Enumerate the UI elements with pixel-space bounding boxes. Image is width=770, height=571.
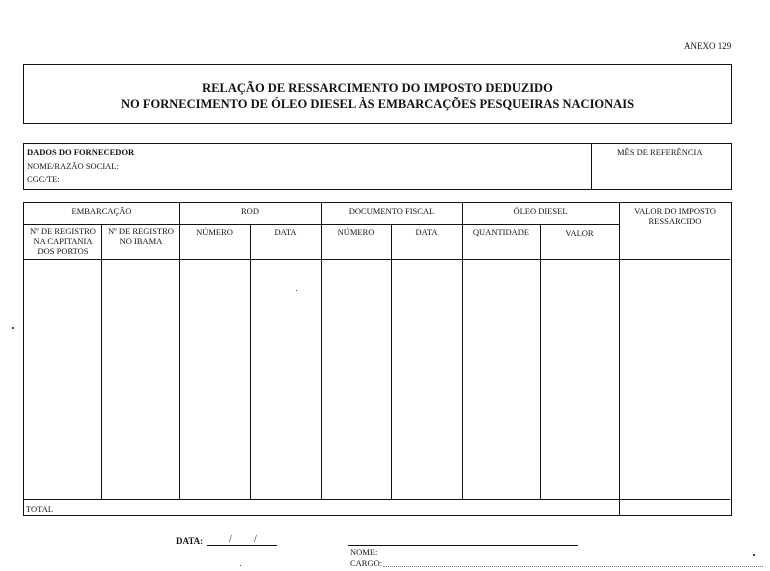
supplier-section	[23, 143, 732, 190]
subheader-registro-ibama: Nº DE REGISTRO NO IBAMA	[108, 226, 174, 246]
header-documento-fiscal: DOCUMENTO FISCAL	[348, 206, 435, 216]
date-separator: /	[254, 534, 257, 545]
subheader-rod-data: DATA	[274, 227, 297, 237]
supplier-name-field[interactable]: NOME/RAZÃO SOCIAL:	[27, 161, 119, 171]
subheader-valor: VALOR	[565, 228, 594, 238]
date-separator: /	[229, 534, 232, 545]
scan-speck	[753, 554, 755, 556]
header-bottom-rule	[24, 259, 730, 260]
subheader-doc-numero: NÚMERO	[337, 227, 375, 237]
header-oleo-diesel: ÓLEO DIESEL	[513, 206, 568, 216]
role-field[interactable]	[383, 566, 763, 567]
header-valor-imposto: VALOR DO IMPOSTO RESSARCIDO	[634, 206, 716, 226]
subheader-rod-numero: NÚMERO	[196, 227, 233, 237]
total-label: TOTAL	[26, 504, 54, 514]
supplier-cgc-field[interactable]: CGC/TE:	[27, 174, 60, 184]
scan-speck	[296, 290, 297, 291]
supplier-divider	[591, 144, 592, 189]
divider-quantidade-valor	[540, 224, 541, 499]
header-rod: ROD	[241, 206, 259, 216]
reimbursement-table	[23, 202, 732, 516]
date-field[interactable]	[207, 545, 277, 546]
scan-speck	[240, 565, 241, 566]
divider-oleo-valor	[619, 203, 620, 515]
subheader-registro-capitania: Nº DE REGISTRO NA CAPITANIA DOS PORTOS	[30, 226, 96, 256]
scan-speck	[12, 327, 14, 329]
total-rule	[24, 499, 730, 500]
date-label: DATA:	[176, 536, 204, 546]
divider-embarcacao-rod	[179, 203, 180, 499]
subheader-quantidade: QUANTIDADE	[472, 227, 530, 237]
role-label: CARGO:	[350, 558, 383, 568]
title-line-2: NO FORNECIMENTO DE ÓLEO DIESEL ÀS EMBARCAÇÕES PESQUEIRAS NACIONAIS	[120, 97, 635, 111]
header-embarcacao: EMBARCAÇÃO	[71, 206, 132, 216]
reference-month-field[interactable]: MÊS DE REFERÊNCIA	[617, 147, 703, 157]
divider-rod-numero-data	[250, 224, 251, 499]
signature-name-field[interactable]	[348, 545, 578, 546]
annex-number: ANEXO 129	[684, 41, 732, 51]
name-label: NOME:	[350, 547, 378, 557]
divider-capitania-ibama	[101, 224, 102, 499]
supplier-heading: DADOS DO FORNECEDOR	[27, 147, 135, 157]
title-box	[23, 64, 732, 124]
divider-rod-doc	[321, 203, 322, 499]
subheader-doc-data: DATA	[415, 227, 438, 237]
divider-doc-oleo	[462, 203, 463, 499]
title-line-1: RELAÇÃO DE RESSARCIMENTO DO IMPOSTO DEDUZIDO	[202, 81, 553, 95]
divider-doc-numero-data	[391, 224, 392, 499]
